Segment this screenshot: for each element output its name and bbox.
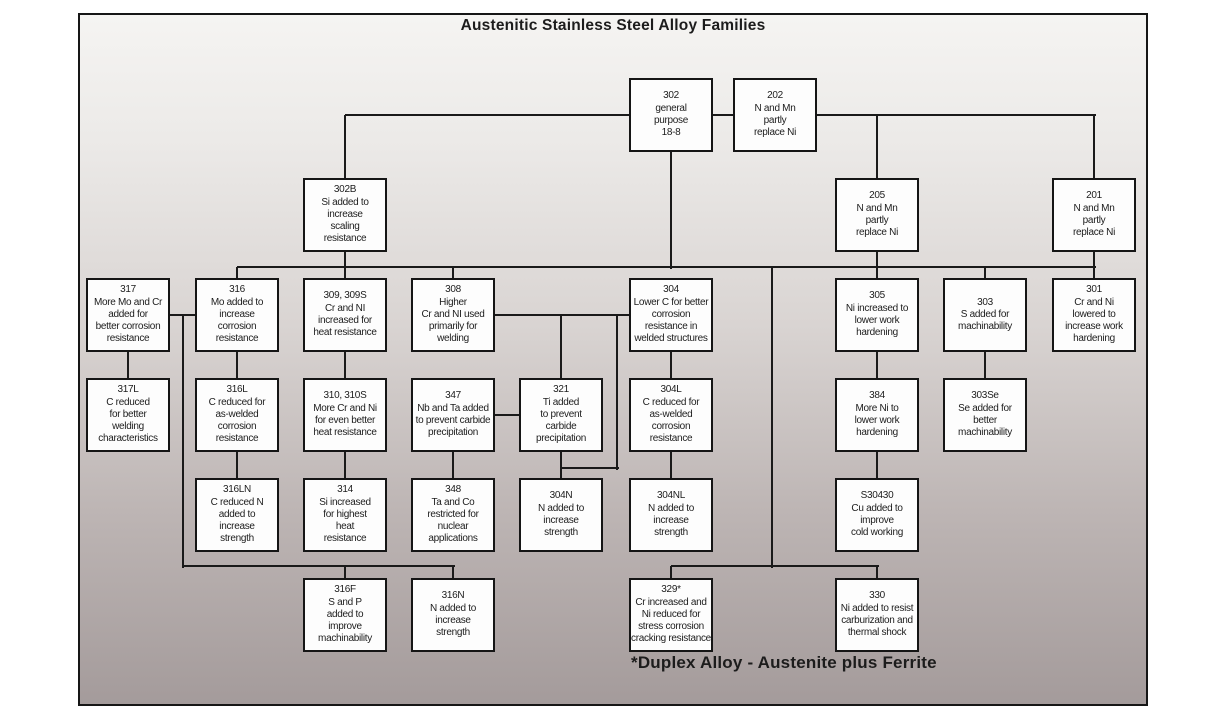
alloy-description-line: partly	[1082, 215, 1106, 226]
alloy-description-line: thermal shock	[847, 627, 907, 639]
alloy-code: 329*	[661, 584, 681, 596]
connector-segment	[344, 352, 346, 380]
connector-segment	[670, 152, 672, 269]
alloy-box-321	[519, 378, 603, 452]
alloy-description-line: as-welded	[649, 408, 693, 420]
alloy-description-line: Ni reduced for	[641, 608, 701, 620]
alloy-description-line: 18-8	[661, 127, 681, 139]
alloy-code: 347	[445, 390, 461, 402]
alloy-code: 348	[445, 484, 461, 496]
alloy-description-line: Nb and Ta added	[417, 402, 489, 414]
alloy-description-line: general	[655, 102, 687, 114]
connector-segment	[236, 352, 238, 380]
alloy-code: 304NL	[657, 490, 685, 502]
alloy-description-line: N added to	[430, 602, 476, 614]
alloy-description-line: Mo added to	[210, 296, 264, 308]
alloy-description-line: added for	[108, 308, 148, 320]
alloy-description-line: precipitation	[427, 427, 479, 439]
alloy-code: 304	[663, 284, 679, 296]
alloy-description-line: machinability	[958, 427, 1012, 439]
alloy-description-line: resistance	[106, 333, 150, 345]
connector-segment	[344, 252, 346, 280]
alloy-box-301	[1052, 278, 1136, 352]
alloy-description-line: strength	[654, 527, 688, 539]
alloy-description-line: partly	[865, 215, 889, 226]
alloy-description-line: resistance in	[644, 321, 698, 333]
alloy-description-line: resistance	[323, 533, 367, 545]
alloy-description-line: strength	[220, 533, 254, 545]
alloy-description-line: lower work	[854, 415, 900, 426]
alloy-description-line: increase	[543, 515, 579, 526]
alloy-description-line: lower work	[854, 315, 900, 326]
alloy-description-line: stress corrosion	[638, 621, 704, 633]
connector-segment	[670, 352, 672, 380]
alloy-code: 316	[229, 284, 245, 296]
alloy-box-205	[835, 178, 919, 252]
alloy-description-line: carburization and	[841, 615, 913, 626]
alloy-description-line: to prevent	[540, 408, 582, 420]
alloy-description-line: as-welded	[215, 408, 259, 420]
alloy-description-line: More Ni to	[855, 402, 899, 414]
alloy-code: 301	[1086, 284, 1102, 296]
alloy-code: 308	[445, 284, 461, 296]
alloy-description-line: N added to	[648, 502, 694, 514]
alloy-code: 201	[1086, 190, 1102, 202]
alloy-description-line: added to	[218, 508, 256, 520]
alloy-description-line: heat resistance	[313, 327, 377, 339]
alloy-description-line: resistance	[649, 433, 693, 445]
alloy-box-330	[835, 578, 919, 652]
alloy-box-302b	[303, 178, 387, 252]
alloy-code: 304N	[549, 490, 573, 502]
alloy-description-line: welded structures	[634, 333, 708, 345]
connector-segment	[616, 315, 618, 470]
alloy-box-308	[411, 278, 495, 352]
alloy-code: 303Se	[971, 390, 999, 402]
alloy-code: S30430	[860, 490, 894, 502]
alloy-box-317l	[86, 378, 170, 452]
connector-segment	[876, 252, 878, 280]
alloy-description-line: S added for	[960, 308, 1010, 320]
alloy-description-line: restricted for	[427, 508, 479, 520]
alloy-description-line: resistance	[215, 433, 259, 445]
connector-segment	[560, 452, 562, 480]
alloy-description-line: increase	[219, 308, 255, 320]
alloy-description-line: corrosion	[651, 421, 691, 433]
alloy-code: 202	[767, 90, 783, 102]
connector-segment	[671, 565, 879, 567]
alloy-description-line: Si added to	[321, 196, 369, 208]
alloy-box-310-310s	[303, 378, 387, 452]
connector-segment	[1093, 252, 1095, 280]
alloy-description-line: resistance	[323, 233, 367, 245]
connector-segment	[876, 115, 878, 180]
alloy-description-line: scaling	[330, 221, 360, 233]
alloy-description-line: improve	[328, 621, 362, 633]
alloy-description-line: Cu added to	[851, 502, 903, 514]
alloy-code: 305	[869, 290, 885, 302]
alloy-description-line: C reduced N	[210, 496, 264, 508]
alloy-description-line: better corrosion	[95, 321, 161, 333]
alloy-description-line: hardening	[856, 327, 898, 339]
alloy-description-line: hardening	[856, 427, 898, 439]
alloy-box-201	[1052, 178, 1136, 252]
alloy-code: 316L	[226, 384, 248, 396]
alloy-description-line: Cr increased and	[635, 596, 707, 608]
alloy-code: 321	[553, 384, 569, 396]
alloy-box-329-	[629, 578, 713, 652]
alloy-code: 317L	[117, 384, 139, 396]
alloy-description-line: Cr and NI	[324, 302, 366, 314]
alloy-code: 330	[869, 590, 885, 602]
alloy-code: 317	[120, 284, 136, 296]
alloy-description-line: for better	[109, 408, 147, 420]
alloy-description-line: Higher	[439, 296, 467, 308]
alloy-box-384	[835, 378, 919, 452]
connector-segment	[495, 414, 521, 416]
alloy-description-line: characteristics	[98, 433, 158, 445]
connector-segment	[183, 565, 455, 567]
connector-segment	[127, 352, 129, 380]
alloy-box-303	[943, 278, 1027, 352]
alloy-description-line: purpose	[653, 115, 689, 126]
alloy-code: 304L	[660, 384, 682, 396]
alloy-description-line: precipitation	[535, 433, 587, 445]
alloy-description-line: improve	[860, 515, 894, 526]
alloy-description-line: increase	[653, 515, 689, 526]
alloy-code: 309, 309S	[323, 290, 367, 302]
alloy-box-316f	[303, 578, 387, 652]
connector-segment	[452, 452, 454, 480]
alloy-box-202	[733, 78, 817, 152]
alloy-description-line: N and Mn	[754, 102, 796, 114]
connector-segment	[817, 114, 1096, 116]
alloy-box-316n	[411, 578, 495, 652]
alloy-code: 316LN	[223, 484, 251, 496]
alloy-code: 302B	[333, 184, 357, 196]
connector-segment	[182, 315, 184, 568]
connector-segment	[713, 114, 735, 116]
alloy-description-line: increase	[435, 615, 471, 626]
connector-segment	[984, 352, 986, 380]
alloy-description-line: machinability	[318, 633, 372, 645]
alloy-description-line: for highest	[323, 508, 367, 520]
alloy-description-line: welding	[437, 333, 469, 345]
alloy-box-309-309s	[303, 278, 387, 352]
alloy-description-line: Cr and Ni	[1074, 296, 1114, 308]
alloy-description-line: Ta and Co	[431, 496, 475, 508]
alloy-box-316ln	[195, 478, 279, 552]
alloy-description-line: carbide	[545, 421, 577, 433]
alloy-description-line: increase work	[1065, 321, 1123, 333]
alloy-box-347	[411, 378, 495, 452]
connector-segment	[771, 267, 773, 568]
alloy-box-314	[303, 478, 387, 552]
connector-segment	[876, 352, 878, 380]
alloy-box-302	[629, 78, 713, 152]
chart-frame	[78, 13, 1148, 706]
alloy-description-line: lowered to	[1072, 308, 1116, 320]
alloy-code: 384	[869, 390, 885, 402]
alloy-box-316l	[195, 378, 279, 452]
alloy-box-303se	[943, 378, 1027, 452]
connector-segment	[344, 452, 346, 480]
connector-segment	[876, 452, 878, 480]
alloy-code: 316F	[334, 584, 356, 596]
alloy-box-304	[629, 278, 713, 352]
alloy-description-line: machinability	[958, 321, 1012, 333]
alloy-description-line: corrosion	[651, 308, 691, 320]
alloy-description-line: Si increased	[319, 496, 371, 508]
connector-segment	[1093, 115, 1095, 180]
connector-segment	[345, 114, 631, 116]
alloy-box-316	[195, 278, 279, 352]
connector-segment	[237, 266, 1096, 268]
alloy-code: 205	[869, 190, 885, 202]
alloy-code: 314	[337, 484, 353, 496]
alloy-description-line: cracking resistance	[631, 633, 711, 645]
connector-segment	[236, 452, 238, 480]
alloy-box-304l	[629, 378, 713, 452]
alloy-description-line: welding	[112, 421, 144, 433]
alloy-box-304nl	[629, 478, 713, 552]
alloy-description-line: Cr and NI used	[421, 308, 485, 320]
alloy-description-line: N and Mn	[1073, 202, 1115, 214]
alloy-description-line: hardening	[1073, 333, 1115, 345]
alloy-description-line: C reduced for	[208, 396, 266, 408]
alloy-code: 316N	[441, 590, 465, 602]
connector-segment	[561, 467, 619, 469]
connector-segment	[670, 452, 672, 480]
alloy-description-line: replace Ni	[753, 127, 797, 139]
alloy-description-line: C reduced	[106, 396, 150, 408]
alloy-description-line: Se added for	[958, 402, 1012, 414]
alloy-code: 302	[663, 90, 679, 102]
alloy-description-line: S and P	[328, 596, 362, 608]
alloy-description-line: increase	[219, 521, 255, 533]
alloy-description-line: better	[973, 415, 997, 426]
alloy-code: 303	[977, 296, 993, 308]
alloy-description-line: increased for	[318, 315, 372, 326]
alloy-description-line: Lower C for better	[633, 296, 709, 308]
alloy-box-s30430	[835, 478, 919, 552]
alloy-description-line: N and Mn	[856, 202, 898, 214]
alloy-description-line: replace Ni	[1072, 227, 1116, 239]
alloy-box-305	[835, 278, 919, 352]
alloy-description-line: for even better	[315, 415, 375, 426]
alloy-description-line: strength	[436, 627, 470, 639]
connector-segment	[344, 115, 346, 180]
alloy-description-line: heat	[335, 521, 355, 533]
duplex-alloy-footnote: *Duplex Alloy - Austenite plus Ferrite	[631, 653, 937, 672]
alloy-box-348	[411, 478, 495, 552]
diagram-title: Austenitic Stainless Steel Alloy Families	[460, 17, 766, 34]
alloy-description-line: increase	[327, 208, 363, 220]
alloy-description-line: to prevent carbide	[415, 415, 491, 426]
alloy-description-line: primarily for	[428, 321, 478, 333]
alloy-description-line: N added to	[538, 502, 584, 514]
alloy-description-line: C reduced for	[642, 396, 700, 408]
alloy-description-line: heat resistance	[313, 427, 377, 439]
alloy-description-line: More Mo and Cr	[93, 296, 163, 308]
alloy-description-line: resistance	[215, 333, 259, 345]
alloy-description-line: Ni added to resist	[840, 602, 914, 614]
alloy-description-line: More Cr and Ni	[313, 402, 377, 414]
alloy-box-317	[86, 278, 170, 352]
alloy-box-304n	[519, 478, 603, 552]
alloy-description-line: corrosion	[217, 321, 257, 333]
connector-segment	[495, 314, 631, 316]
alloy-code: 310, 310S	[323, 390, 367, 402]
alloy-description-line: strength	[544, 527, 578, 539]
alloy-description-line: corrosion	[217, 421, 257, 433]
alloy-description-line: replace Ni	[855, 227, 899, 239]
connector-segment	[560, 315, 562, 380]
alloy-description-line: applications	[428, 533, 478, 545]
alloy-description-line: Ni increased to	[845, 302, 909, 314]
alloy-description-line: nuclear	[437, 521, 469, 533]
alloy-description-line: Ti added	[542, 396, 580, 408]
alloy-description-line: partly	[763, 115, 787, 126]
alloy-description-line: added to	[326, 608, 364, 620]
alloy-description-line: cold working	[851, 527, 903, 539]
